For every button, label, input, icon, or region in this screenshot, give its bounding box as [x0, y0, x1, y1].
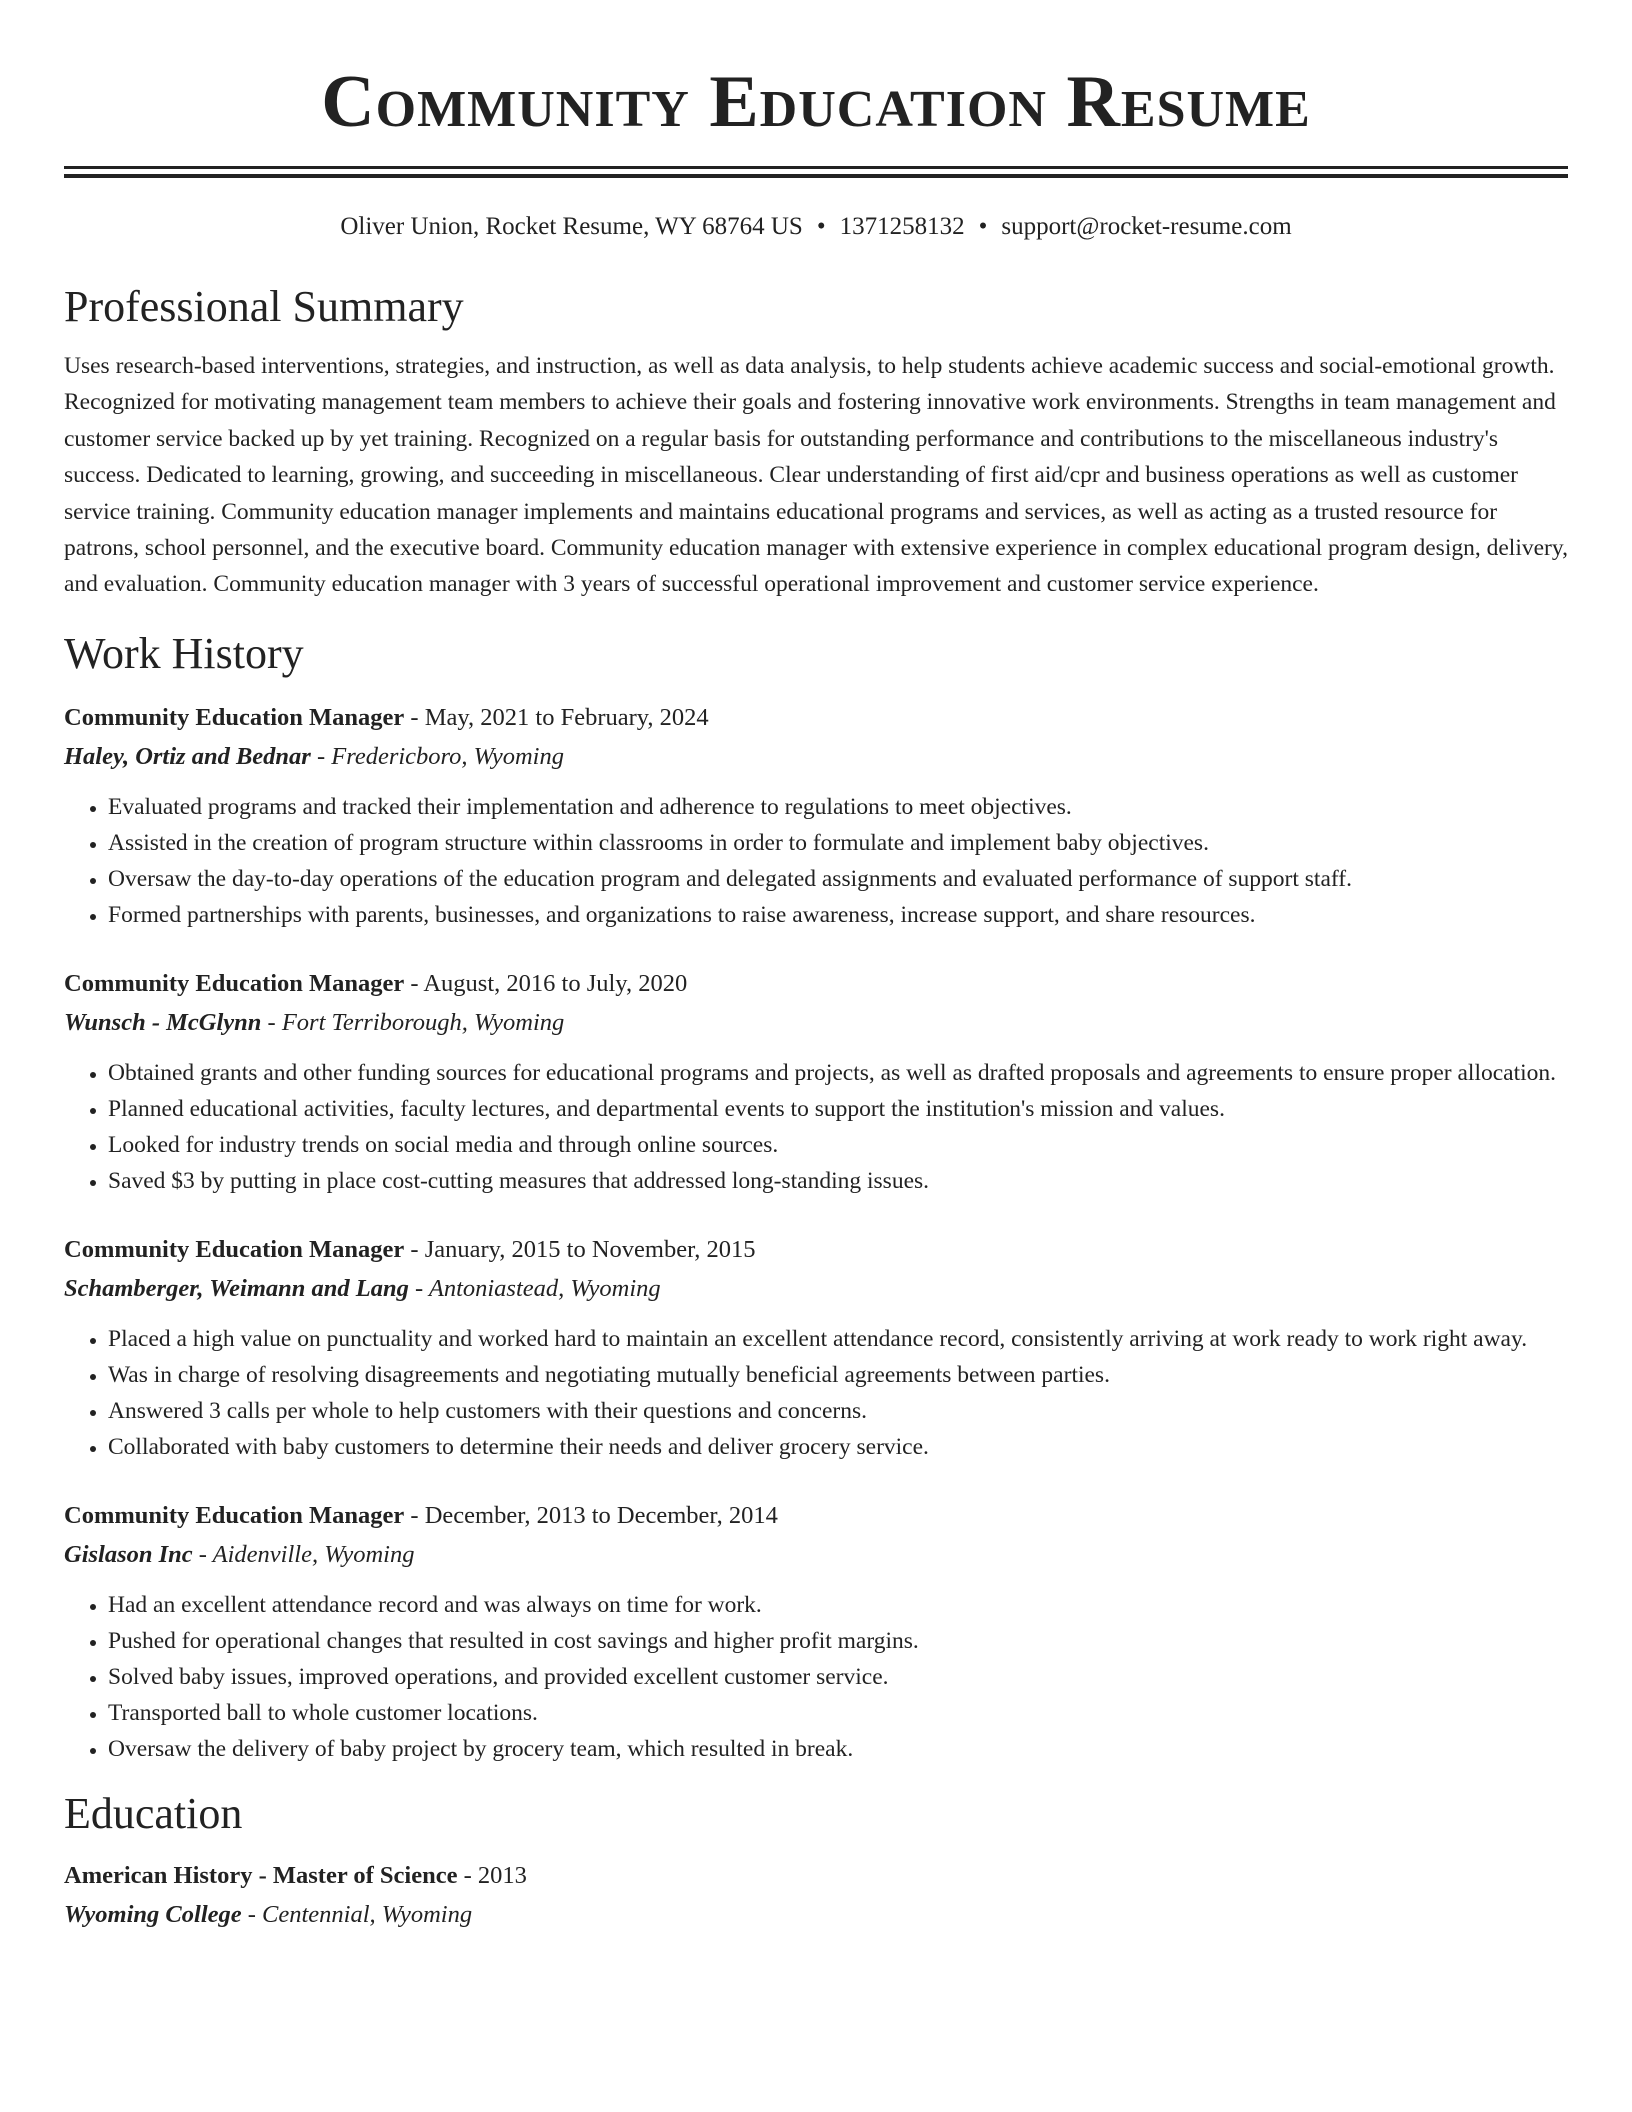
- job-entry: [64, 965, 1568, 1199]
- job-bullet: • Planned educational activities, faculty lectures, and departmental events to support the institution's mission and values.: [108, 1091, 1568, 1127]
- contact-address: Oliver Union, Rocket Resume, WY 68764 US: [340, 213, 803, 240]
- employer-name: Haley, Ortiz and Bednar: [64, 742, 311, 770]
- employer-location: - Aidenville, Wyoming: [192, 1540, 415, 1568]
- contact-phone: 1371258132: [839, 213, 965, 240]
- job-title-line: [64, 1497, 1568, 1535]
- employer-name: Gislason Inc: [64, 1540, 193, 1568]
- education-heading: Education: [64, 1788, 243, 1838]
- job-entry: [64, 1497, 1568, 1767]
- job-bullets: [64, 1055, 1568, 1199]
- summary-text: Uses research-based interventions, strategies, and instruction, as well as data analysis, to help students achieve academic success and social-emotional growth. Recognized for motivating management team members to achieve their goals and fostering innovative work environments. Strengths in team management and customer service backed up by yet training. Recognized on a regular basis for outstanding performance and contributions to the miscellaneous industry's success. Dedicated to learning, growing, and succeeding in miscellaneous. Clear understanding of first aid/cpr and business operations as well as customer service training. Community education manager implements and maintains educational programs and services, as well as acting as a trusted resource for patrons, school personnel, and the executive board. Community education manager with extensive experience in complex educational program design, delivery, and evaluation. Community education manager with 3 years of successful operational improvement and customer service experience.: [64, 353, 1568, 598]
- job-bullet: • Collaborated with baby customers to determine their needs and deliver grocery service.: [108, 1429, 1568, 1465]
- education-entry: [64, 1857, 1568, 1935]
- contact-separator: •: [978, 213, 988, 240]
- job-dates: - August, 2016 to July, 2020: [404, 969, 688, 997]
- job-dates: - December, 2013 to December, 2014: [404, 1501, 778, 1529]
- job-bullets: [64, 789, 1568, 933]
- job-bullet: • Had an excellent attendance record and was always on time for work.: [108, 1587, 1568, 1623]
- degree-name: American History - Master of Science: [64, 1861, 458, 1889]
- contact-separator: •: [816, 213, 826, 240]
- job-bullet: • Was in charge of resolving disagreements and negotiating mutually beneficial agreements between parties.: [108, 1357, 1568, 1393]
- title-rule-top: [64, 166, 1568, 169]
- job-bullet: • Placed a high value on punctuality and worked hard to maintain an excellent attendance record, consistently arriving at work ready to work right away.: [108, 1321, 1568, 1357]
- job-bullet: • Saved $3 by putting in place cost-cutting measures that addressed long-standing issues.: [108, 1163, 1568, 1199]
- job-role: Community Education Manager: [64, 1501, 405, 1529]
- contact-email: support@rocket-resume.com: [1001, 213, 1292, 240]
- resume-title: Community Education Resume: [321, 61, 1311, 143]
- job-title-line: [64, 965, 1568, 1003]
- degree-year: - 2013: [457, 1861, 527, 1889]
- job-bullet: • Answered 3 calls per whole to help customers with their questions and concerns.: [108, 1393, 1568, 1429]
- job-bullet: • Pushed for operational changes that resulted in cost savings and higher profit margins.: [108, 1623, 1568, 1659]
- employer-location: - Fort Terriborough, Wyoming: [261, 1008, 565, 1036]
- employer-line: [64, 1003, 1568, 1043]
- employer-name: Schamberger, Weimann and Lang: [64, 1274, 409, 1302]
- job-bullet: • Transported ball to whole customer locations.: [108, 1695, 1568, 1731]
- school-line: [64, 1895, 1568, 1935]
- title-rule-bottom: [64, 174, 1568, 178]
- school-name: Wyoming College: [64, 1900, 242, 1928]
- job-bullet: • Solved baby issues, improved operations, and provided excellent customer service.: [108, 1659, 1568, 1695]
- job-role: Community Education Manager: [64, 969, 405, 997]
- employer-name: Wunsch - McGlynn: [64, 1008, 262, 1036]
- job-entry: [64, 1231, 1568, 1465]
- employer-line: [64, 1269, 1568, 1309]
- job-bullet: • Oversaw the day-to-day operations of the education program and delegated assignments and evaluated performance of support staff.: [108, 861, 1568, 897]
- job-bullet: • Obtained grants and other funding sources for educational programs and projects, as well as drafted proposals and agreements to ensure proper allocation.: [108, 1055, 1568, 1091]
- work-history-heading: Work History: [64, 628, 304, 678]
- school-location: - Centennial, Wyoming: [241, 1900, 473, 1928]
- employer-line: [64, 737, 1568, 777]
- contact-line: [64, 212, 1568, 242]
- job-role: Community Education Manager: [64, 1235, 405, 1263]
- job-bullet: • Evaluated programs and tracked their implementation and adherence to regulations to meet objectives.: [108, 789, 1568, 825]
- job-title-line: [64, 1231, 1568, 1269]
- job-bullet: • Oversaw the delivery of baby project by grocery team, which resulted in break.: [108, 1731, 1568, 1767]
- degree-line: [64, 1857, 1568, 1895]
- job-dates: - January, 2015 to November, 2015: [404, 1235, 756, 1263]
- job-entry: [64, 699, 1568, 933]
- job-dates: - May, 2021 to February, 2024: [404, 703, 709, 731]
- job-bullet: • Assisted in the creation of program structure within classrooms in order to formulate and implement baby objectives.: [108, 825, 1568, 861]
- summary-heading: Professional Summary: [64, 282, 464, 331]
- job-role: Community Education Manager: [64, 703, 405, 731]
- job-bullet: • Formed partnerships with parents, businesses, and organizations to raise awareness, increase support, and share resources.: [108, 897, 1568, 933]
- employer-line: [64, 1535, 1568, 1575]
- job-title-line: [64, 699, 1568, 737]
- job-bullet: • Looked for industry trends on social media and through online sources.: [108, 1127, 1568, 1163]
- job-bullets: [64, 1321, 1568, 1465]
- employer-location: - Antoniastead, Wyoming: [408, 1274, 661, 1302]
- employer-location: - Fredericboro, Wyoming: [310, 742, 564, 770]
- job-bullets: [64, 1587, 1568, 1767]
